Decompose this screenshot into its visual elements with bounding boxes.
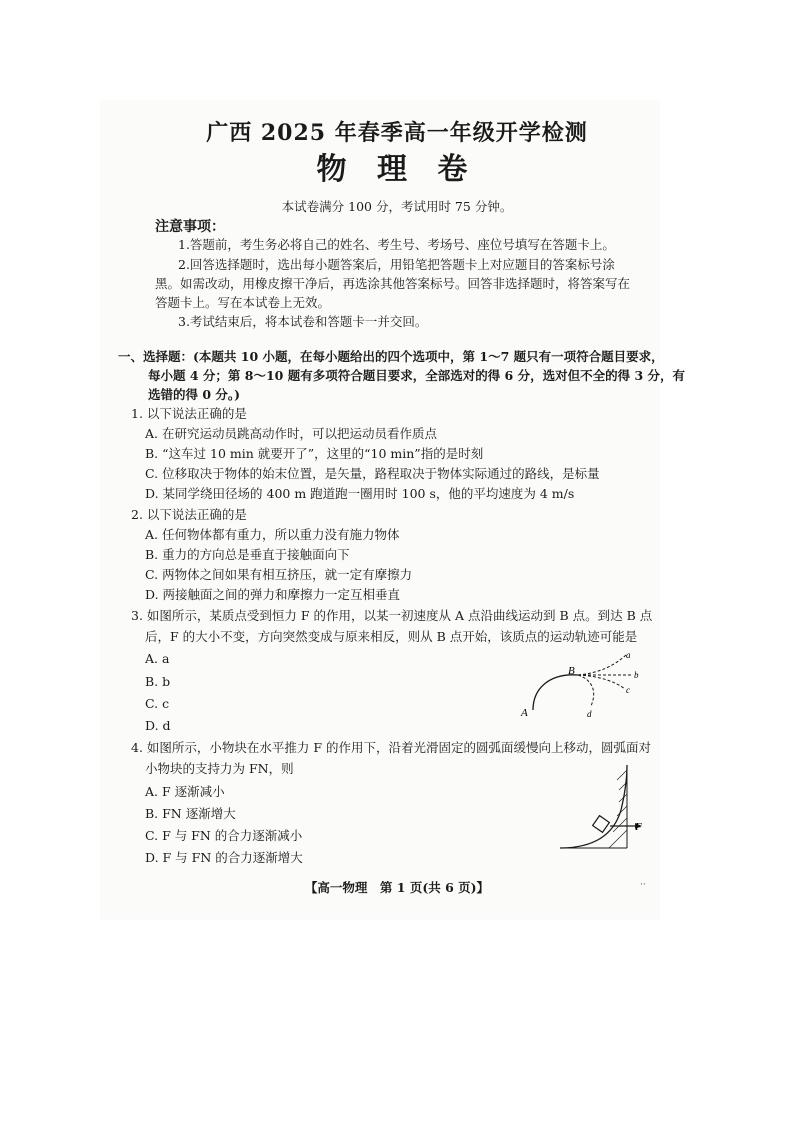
- option: A. 在研究运动员跳高动作时，可以把运动员看作质点: [145, 426, 437, 441]
- trajectory-figure: [515, 648, 645, 723]
- option: B. FN 逐渐增大: [145, 806, 236, 821]
- subject-title: 物 理 卷: [316, 152, 478, 187]
- notice-line: 3.考试结束后，将本试卷和答题卡一并交回。: [178, 314, 428, 329]
- question-stem: 小物块的支持力为 FN，则: [145, 761, 294, 776]
- question-stem: 4. 如图所示，小物块在水平推力 F 的作用下，沿着光滑固定的圆弧面缓慢向上移动，圆弧面对: [131, 740, 652, 755]
- notice-line: 黑。如需改动，用橡皮擦干净后，再选涂其他答案标号。回答非选择题时，将答案写在: [155, 276, 631, 291]
- option: C. F 与 FN 的合力逐渐减小: [145, 828, 303, 843]
- point-b-label: B: [568, 665, 575, 677]
- notice-line: 1.答题前，考生务必将自己的姓名、考生号、考场号、座位号填写在答题卡上。: [178, 237, 615, 252]
- path-d-label: d: [587, 709, 592, 719]
- option: A. F 逐渐减小: [145, 784, 225, 799]
- section-instruction: 选错的得 0 分。): [148, 387, 241, 402]
- section-instruction: 每小题 4 分；第 8～10 题有多项符合题目要求，全部选对的得 6 分，选对但不全的得 3 分，有: [148, 368, 686, 383]
- path-d: [578, 675, 594, 706]
- exam-meta: 本试卷满分 100 分，考试用时 75 分钟。: [281, 199, 513, 214]
- option: B. “这车过 10 min 就要开了”，这里的“10 min”指的是时刻: [145, 446, 484, 461]
- hatch: [617, 770, 627, 780]
- option: D. 两接触面之间的弹力和摩擦力一定互相垂直: [145, 587, 401, 602]
- notice-heading: 注意事项：: [155, 219, 225, 235]
- option: B. b: [145, 674, 171, 689]
- arc-figure: [555, 760, 655, 855]
- option: C. 两物体之间如果有相互挤压，就一定有摩擦力: [145, 567, 413, 582]
- option: C. 位移取决于物体的始末位置，是矢量，路程取决于物体实际通过的路线，是标量: [145, 466, 600, 481]
- path-a: [578, 655, 626, 675]
- trajectory-curve: [533, 675, 578, 710]
- exam-title: 广西 2025 年春季高一年级开学检测: [206, 120, 588, 146]
- path-a-label: a: [626, 650, 631, 660]
- option: C. c: [145, 696, 170, 711]
- block: [593, 816, 610, 833]
- notice-line: 2.回答选择题时，选出每小题答案后，用铅笔把答题卡上对应题目的答案标号涂: [178, 257, 615, 272]
- option: D. d: [145, 718, 171, 733]
- path-b-label: b: [634, 670, 639, 680]
- force-label: F: [635, 821, 642, 833]
- option: A. a: [145, 651, 170, 666]
- path-c-label: c: [626, 685, 630, 695]
- question-stem: 3. 如图所示，某质点受到恒力 F 的作用，以某一初速度从 A 点沿曲线运动到 B 点。到达 B 点: [131, 608, 653, 623]
- section-instruction: 一、选择题：(本题共 10 小题，在每小题给出的四个选项中，第 1～7 题只有一项符合题目要求，: [118, 349, 664, 364]
- path-c: [578, 675, 625, 689]
- option: D. 某同学绕田径场的 400 m 跑道跑一圈用时 100 s，他的平均速度为 4 m/s: [145, 486, 575, 501]
- page-footer: 【高一物理 第 1 页(共 6 页)】: [304, 880, 490, 895]
- question-stem: 1. 以下说法正确的是: [131, 406, 247, 421]
- option: D. F 与 FN 的合力逐渐增大: [145, 850, 303, 865]
- hatch: [613, 818, 627, 832]
- point-a-label: A: [521, 707, 528, 719]
- question-stem: 后，F 的大小不变，方向突然变成与原来相反，则从 B 点开始，该质点的运动轨迹可能是: [145, 629, 638, 644]
- hatch: [609, 830, 627, 848]
- question-stem: 2. 以下说法正确的是: [131, 507, 247, 522]
- notice-line: 答题卡上。写在本试卷上无效。: [155, 295, 331, 310]
- arc-surface: [560, 765, 627, 848]
- option: A. 任何物体都有重力，所以重力没有施力物体: [145, 527, 400, 542]
- footer-mark: ··: [640, 880, 646, 890]
- option: B. 重力的方向总是垂直于接触面向下: [145, 547, 350, 562]
